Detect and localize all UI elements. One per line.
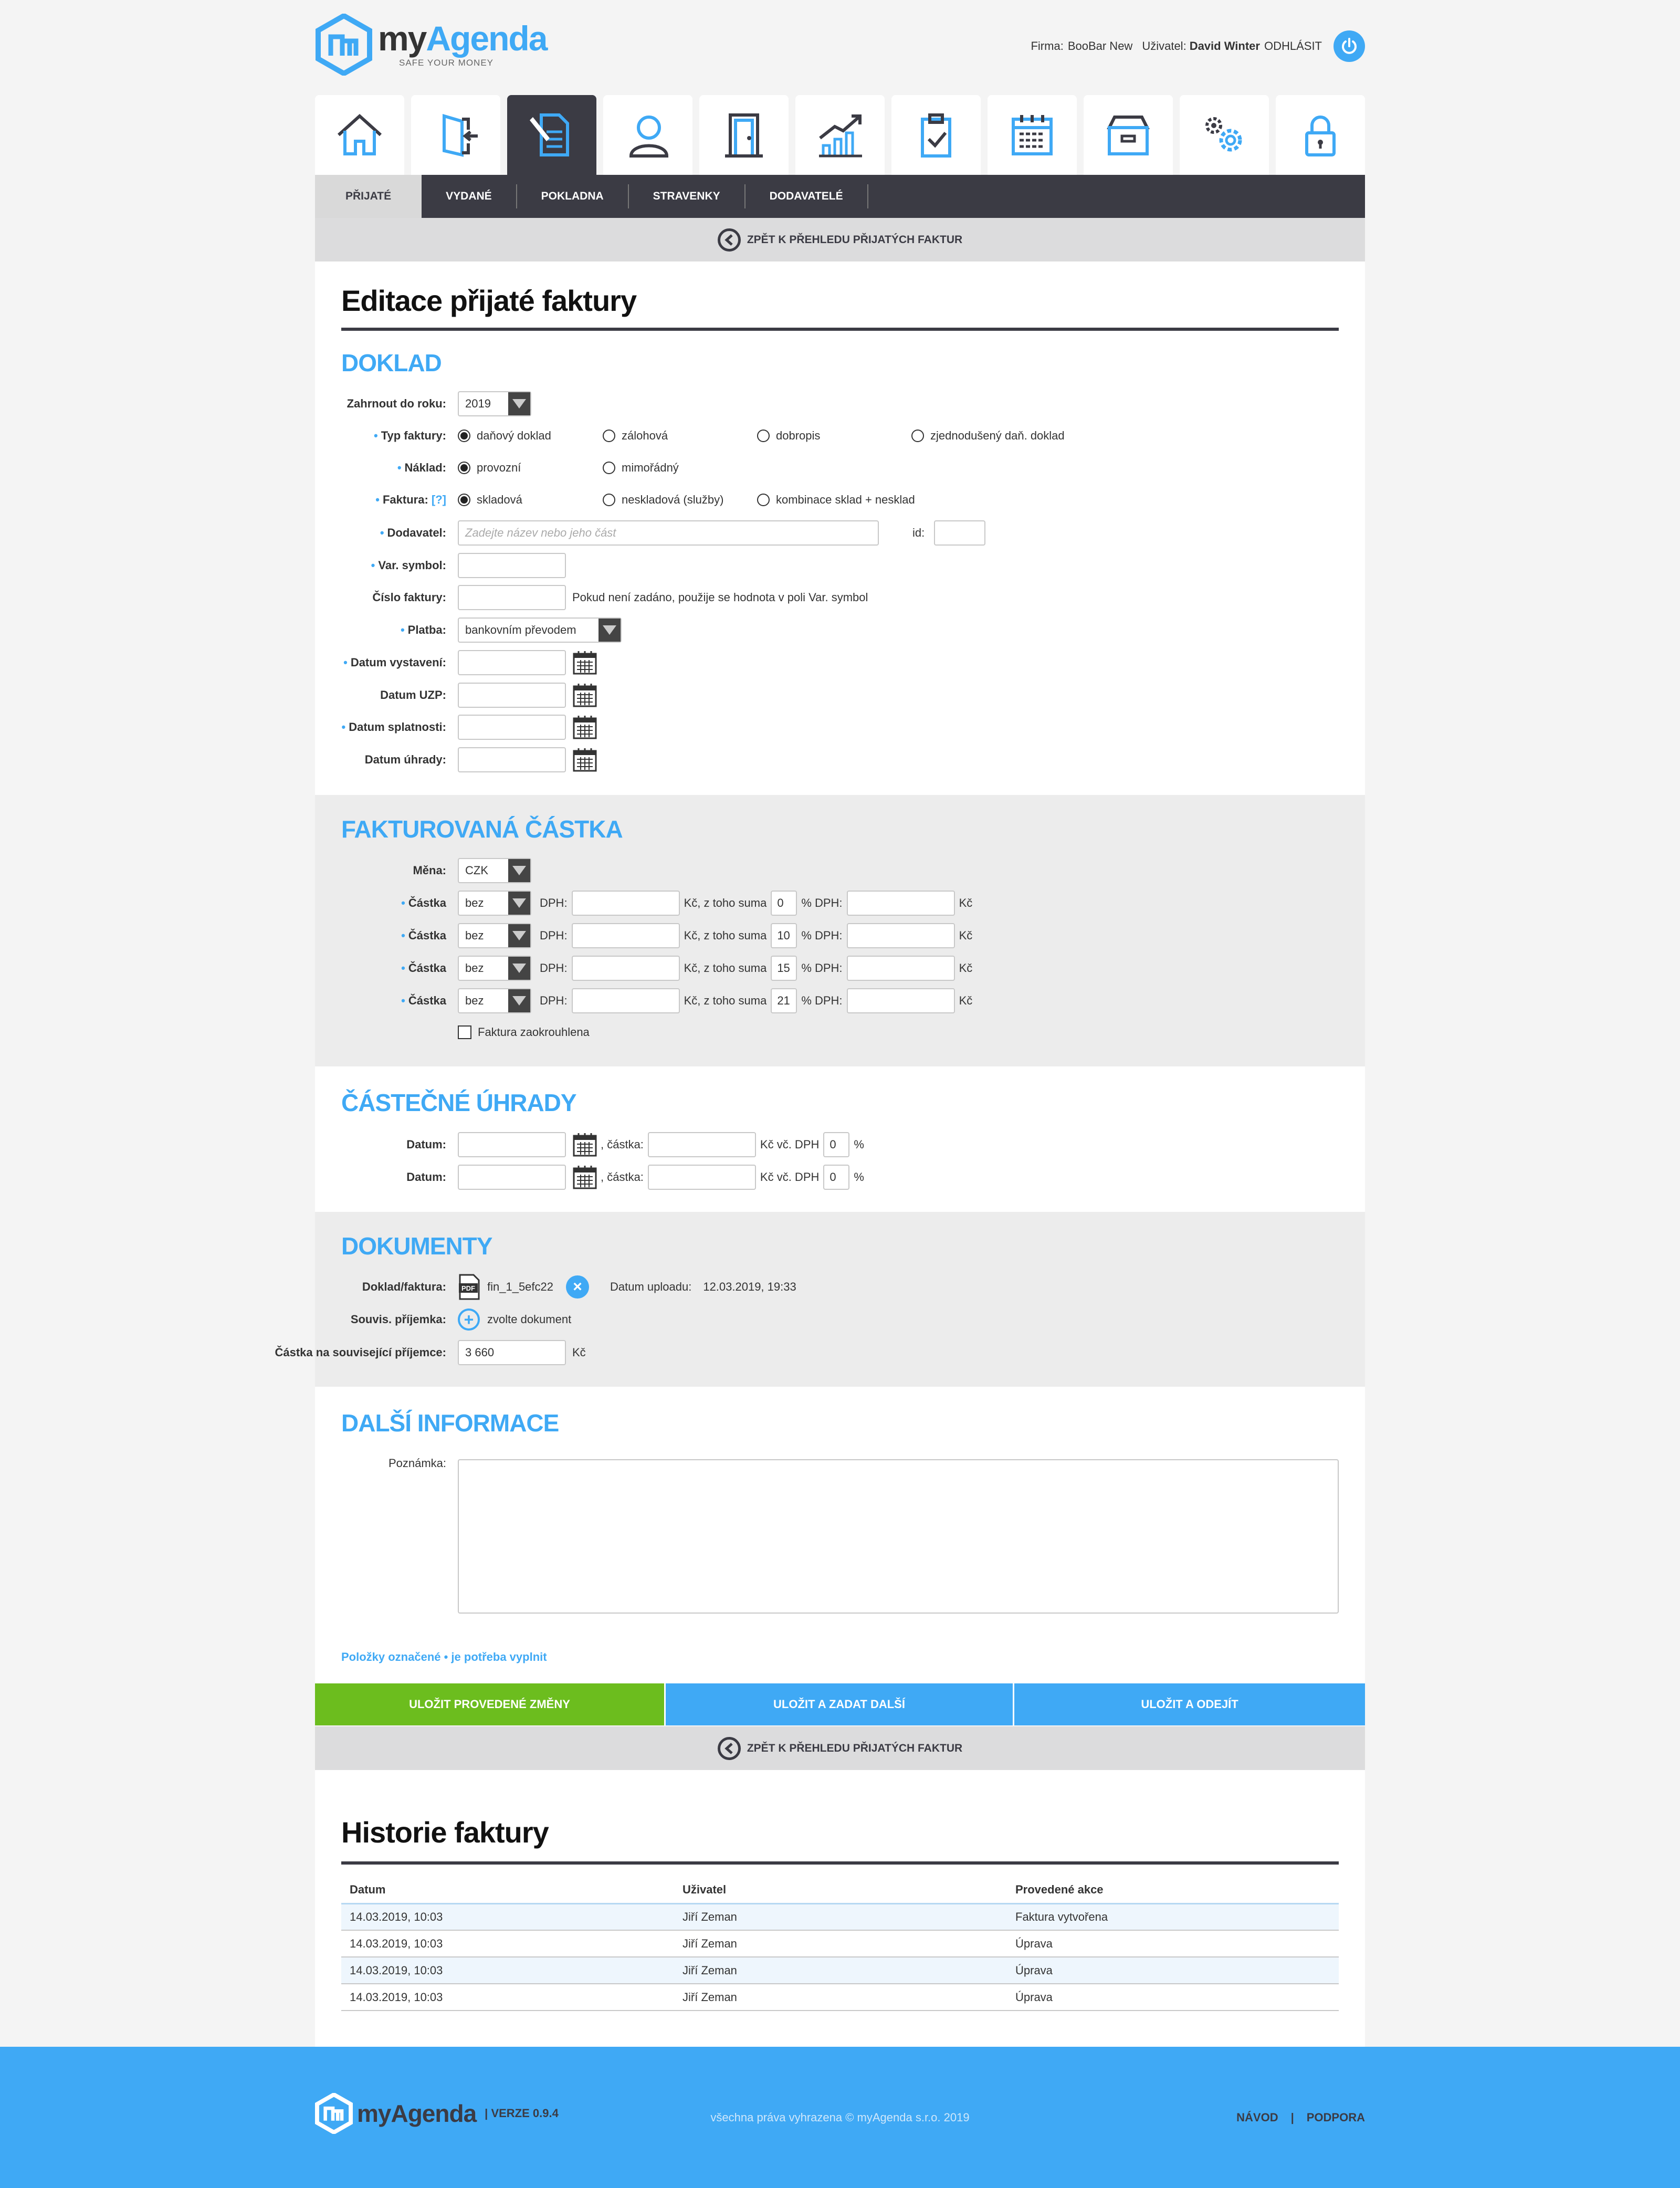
choose-document-link[interactable]: zvolte dokument <box>487 1313 572 1326</box>
doklad-panel <box>315 261 1365 795</box>
pct-label: % DPH: <box>801 929 843 942</box>
tab-prijate[interactable]: PŘIJATÉ <box>315 175 422 218</box>
castecna-kc-label: Kč vč. DPH <box>760 1170 820 1184</box>
radio-label: dobropis <box>776 429 821 442</box>
row-naklad <box>315 455 1365 481</box>
user-name: David Winter <box>1189 39 1260 53</box>
dph-amount-input[interactable] <box>847 988 955 1013</box>
row-splatnost <box>315 714 1365 740</box>
radio-dobropis[interactable] <box>757 429 820 443</box>
dph-mode-value: bez <box>465 896 484 909</box>
radio-dot <box>458 494 470 506</box>
castka-input[interactable] <box>572 891 680 916</box>
footer-links <box>1224 2111 1365 2124</box>
podpora-link[interactable]: PODPORA <box>1306 2111 1365 2124</box>
id-input[interactable] <box>934 520 985 546</box>
calendar-icon[interactable] <box>572 1164 597 1190</box>
nav-calendar[interactable] <box>988 95 1077 175</box>
dph-label: DPH: <box>540 896 568 909</box>
castka-label: • Částka <box>401 896 446 909</box>
door-icon <box>718 109 770 161</box>
radio-dot <box>757 494 770 506</box>
pct-sign: % <box>854 1138 864 1151</box>
dph-label: DPH: <box>540 961 568 975</box>
naklad-label: • Náklad: <box>397 461 446 474</box>
dph-mode-select[interactable] <box>458 988 531 1013</box>
dph-rate: 0 <box>771 891 797 916</box>
dph-rate: 15 <box>771 956 797 981</box>
doklad-heading: DOKLAD <box>341 349 442 376</box>
col-akce: Provedené akce <box>1007 1877 1339 1903</box>
table-cell: Jiří Zeman <box>674 1930 1007 1957</box>
logo-text-my: my <box>378 19 426 58</box>
home-icon <box>333 109 386 161</box>
firma-name: BooBar New <box>1067 39 1133 53</box>
save-button[interactable]: ULOŽIT PROVEDENÉ ZMĚNY <box>315 1683 666 1725</box>
page-title: Editace přijaté faktury <box>341 284 637 317</box>
radio-label: mimořádný <box>622 461 679 474</box>
main-icon-nav <box>315 95 1365 175</box>
footer-copyright: všechna práva vyhrazena © myAgenda s.r.o. 2019 <box>710 2111 970 2124</box>
tab-pokladna[interactable]: POKLADNA <box>517 184 629 208</box>
power-icon[interactable] <box>1334 30 1365 62</box>
row-rounded <box>315 1019 1365 1045</box>
logo-icon <box>315 14 373 76</box>
rok-value: 2019 <box>465 397 491 410</box>
nav-doors[interactable] <box>699 95 789 175</box>
datum-vystaveni-input[interactable] <box>458 650 566 675</box>
tab-stravenky[interactable]: STRAVENKY <box>629 184 746 208</box>
radio-dot <box>458 430 470 442</box>
dalsi-panel <box>315 1387 1365 1683</box>
tab-vydane[interactable]: VYDANÉ <box>422 184 517 208</box>
castka-input[interactable] <box>572 988 680 1013</box>
datum-label: Datum: <box>406 1138 446 1151</box>
table-cell: Jiří Zeman <box>674 1903 1007 1930</box>
datum-uhrady-input[interactable] <box>458 747 566 772</box>
dokumenty-panel <box>275 1212 1365 1387</box>
row-castecna-uhrada <box>315 1164 1365 1190</box>
chevron-down-icon <box>508 859 530 882</box>
castecna-dph-input[interactable]: 0 <box>823 1132 849 1157</box>
table-cell: 14.03.2019, 10:03 <box>341 1957 674 1984</box>
table-cell: Faktura vytvořena <box>1007 1903 1339 1930</box>
door-exit-icon <box>429 109 482 161</box>
calendar-icon[interactable] <box>572 1132 597 1158</box>
row-castka <box>315 955 1365 981</box>
action-buttons <box>315 1683 1365 1725</box>
logout-link[interactable]: ODHLÁSIT <box>1264 39 1322 53</box>
radio-dot <box>757 430 770 442</box>
dph-amount-input[interactable] <box>847 923 955 948</box>
radio-neskladova[interactable] <box>603 493 723 507</box>
castka-input[interactable] <box>572 956 680 981</box>
pct-sign: % <box>854 1170 864 1184</box>
tab-dodavatele[interactable]: DODAVATELÉ <box>746 184 868 208</box>
dph-mode-value: bez <box>465 961 484 975</box>
poznamka-textarea[interactable] <box>458 1459 1339 1614</box>
chevron-down-icon <box>508 989 530 1012</box>
faktura-label: • Faktura: [?] <box>375 493 446 506</box>
nav-archive[interactable] <box>1084 95 1173 175</box>
castecna-kc-label: Kč vč. DPH <box>760 1138 820 1151</box>
chevron-down-icon <box>508 892 530 915</box>
svg-text:PDF: PDF <box>461 1284 475 1292</box>
mena-select[interactable] <box>458 858 531 883</box>
table-row <box>341 1984 1339 2011</box>
rok-select[interactable] <box>458 391 531 416</box>
platba-select[interactable] <box>458 617 622 643</box>
table-cell: Jiří Zeman <box>674 1984 1007 2011</box>
cislo-faktury-input[interactable] <box>458 585 566 610</box>
kc-end: Kč <box>959 994 973 1007</box>
castecna-datum-input[interactable] <box>458 1165 566 1190</box>
table-row <box>341 1930 1339 1957</box>
mena-value: CZK <box>465 864 488 877</box>
radio-danovy[interactable] <box>458 429 551 443</box>
dokumenty-heading: DOKUMENTY <box>341 1232 492 1260</box>
sub-nav <box>315 175 1365 218</box>
row-castka <box>315 988 1365 1014</box>
kc-end: Kč <box>959 929 973 942</box>
row-vystaveni <box>315 650 1365 676</box>
castka-label: • Částka <box>401 929 446 942</box>
id-label: id: <box>912 526 925 539</box>
castecna-castka-label: , částka: <box>601 1170 644 1184</box>
footer-logo-text: myAgenda <box>357 2100 477 2127</box>
history-table <box>341 1877 1339 2011</box>
nav-contacts[interactable] <box>603 95 692 175</box>
top-bar <box>315 0 1365 89</box>
required-note: Položky označené • je potřeba vyplnit <box>341 1650 547 1663</box>
datum-label: Datum: <box>406 1170 446 1184</box>
row-castka <box>315 890 1365 916</box>
table-cell: 14.03.2019, 10:03 <box>341 1984 674 2011</box>
dph-amount-input[interactable] <box>847 956 955 981</box>
chevron-down-icon <box>598 619 621 642</box>
kc-label: Kč, z toho suma <box>684 961 767 975</box>
rounded-checkbox[interactable] <box>458 1025 471 1039</box>
typ-label: • Typ faktury: <box>374 429 446 442</box>
rounded-label: Faktura zaokrouhlena <box>478 1025 590 1039</box>
archive-box-icon <box>1102 109 1154 161</box>
radio-label: zálohová <box>622 429 668 442</box>
kc-end: Kč <box>959 961 973 975</box>
table-cell: Úprava <box>1007 1957 1339 1984</box>
firma-label: Firma: <box>1031 39 1064 53</box>
castka-input[interactable] <box>572 923 680 948</box>
chevron-down-icon <box>508 957 530 980</box>
radio-zjednoduseny[interactable] <box>911 429 1065 443</box>
back-link-top[interactable] <box>315 218 1365 261</box>
row-prijemka <box>315 1306 1365 1333</box>
history-panel <box>315 1770 1365 2047</box>
prijemka-label: Souvis. příjemka: <box>350 1313 446 1326</box>
nav-received[interactable] <box>507 95 596 175</box>
castecne-heading: ČÁSTEČNÉ ÚHRADY <box>341 1089 576 1116</box>
nav-settings[interactable] <box>1180 95 1269 175</box>
pdf-file-icon <box>458 1274 481 1300</box>
radio-mimoradny[interactable] <box>603 461 679 475</box>
castecne-panel <box>315 1066 1365 1212</box>
splatnost-label: • Datum splatnosti: <box>341 720 446 734</box>
calendar-icon[interactable] <box>572 747 597 773</box>
clipboard-check-icon <box>910 109 962 161</box>
rok-label: Zahrnout do roku: <box>346 397 446 410</box>
history-title: Historie faktury <box>341 1816 549 1849</box>
radio-provozni[interactable] <box>458 461 521 475</box>
help-link[interactable]: [?] <box>431 493 446 506</box>
radio-label: neskladová (služby) <box>622 493 724 506</box>
nav-tasks[interactable] <box>891 95 981 175</box>
table-cell: Úprava <box>1007 1930 1339 1957</box>
chart-growth-icon <box>814 109 866 161</box>
castka-prijemka-input[interactable]: 3 660 <box>458 1340 566 1365</box>
radio-label: zjednodušený daň. doklad <box>930 429 1065 442</box>
mena-label: Měna: <box>413 864 446 877</box>
dph-mode-value: bez <box>465 994 484 1007</box>
invoice-edit-icon <box>526 109 578 161</box>
dodavatel-input[interactable]: Zadejte název nebo jeho část <box>458 520 879 546</box>
cislo-label: Číslo faktury: <box>372 591 446 604</box>
row-var <box>315 552 1365 579</box>
castecna-datum-input[interactable] <box>458 1132 566 1157</box>
history-rule <box>341 1861 1339 1865</box>
row-rok <box>315 391 1365 417</box>
row-dodavatel <box>315 520 1365 546</box>
kc-label: Kč, z toho suma <box>684 929 767 942</box>
radio-kombinace[interactable] <box>757 493 915 507</box>
chevron-down-icon <box>508 392 530 415</box>
calendar-icon[interactable] <box>572 650 597 676</box>
kc-label: Kč, z toho suma <box>684 994 767 1007</box>
datum-uzp-input[interactable] <box>458 683 566 708</box>
add-document-icon[interactable]: + <box>458 1308 480 1331</box>
row-doklad-file <box>315 1274 1365 1300</box>
var-label: • Var. symbol: <box>371 559 446 572</box>
castka-heading: FAKTUROVANÁ ČÁSTKA <box>341 815 623 843</box>
castka-unit: Kč <box>572 1346 586 1359</box>
back-link-bottom[interactable] <box>315 1726 1365 1770</box>
row-typ <box>315 423 1365 449</box>
var-symbol-input[interactable] <box>458 553 566 578</box>
castka-label: • Částka <box>401 994 446 1007</box>
gears-icon <box>1198 109 1251 161</box>
dalsi-heading: DALŠÍ INFORMACE <box>341 1409 559 1437</box>
chevron-left-icon <box>718 1737 741 1760</box>
nav-issued[interactable] <box>411 95 500 175</box>
castecna-castka-input[interactable] <box>648 1132 756 1157</box>
footer-separator: | <box>1290 2111 1294 2124</box>
footer <box>0 2047 1680 2188</box>
row-platba <box>315 617 1365 643</box>
dph-rate: 10 <box>771 923 797 948</box>
radio-label: provozní <box>477 461 521 474</box>
back-link-label: ZPĚT K PŘEHLEDU PŘIJATÝCH FAKTUR <box>747 233 963 246</box>
footer-version: | VERZE 0.9.4 <box>485 2107 559 2120</box>
platba-label: • Platba: <box>400 623 446 636</box>
table-cell: Jiří Zeman <box>674 1957 1007 1984</box>
row-faktura <box>315 487 1365 513</box>
calendar-icon <box>1006 109 1058 161</box>
user-label: Uživatel: <box>1142 39 1186 53</box>
dph-mode-select[interactable] <box>458 923 531 948</box>
save-exit-button[interactable]: ULOŽIT A ODEJÍT <box>1014 1683 1365 1725</box>
castka-panel <box>315 795 1365 1066</box>
title-rule <box>341 328 1339 331</box>
upload-date: 12.03.2019, 19:33 <box>703 1280 796 1293</box>
remove-file-icon[interactable]: × <box>566 1275 589 1299</box>
kc-label: Kč, z toho suma <box>684 896 767 909</box>
poznamka-label: Poznámka: <box>388 1457 446 1470</box>
castecna-dph-input[interactable]: 0 <box>823 1165 849 1190</box>
table-row <box>341 1903 1339 1930</box>
row-uzp <box>315 682 1365 708</box>
castecna-castka-input[interactable] <box>648 1165 756 1190</box>
upload-label: Datum uploadu: <box>610 1280 692 1293</box>
chevron-down-icon <box>508 924 530 947</box>
file-name[interactable]: fin_1_5efc22 <box>487 1280 553 1293</box>
dph-mode-value: bez <box>465 929 484 942</box>
radio-label: skladová <box>477 493 522 506</box>
nav-statistics[interactable] <box>795 95 885 175</box>
pct-label: % DPH: <box>801 896 843 909</box>
calendar-icon[interactable] <box>572 714 597 740</box>
castka-prijemka-label: Částka na související příjemce: <box>275 1346 446 1359</box>
save-next-button[interactable]: ULOŽIT A ZADAT DALŠÍ <box>666 1683 1014 1725</box>
dph-label: DPH: <box>540 994 568 1007</box>
dodavatel-label: • Dodavatel: <box>380 526 446 539</box>
logo-text-agenda: Agenda <box>426 19 547 58</box>
back-link-label: ZPĚT K PŘEHLEDU PŘIJATÝCH FAKTUR <box>747 1742 963 1754</box>
row-castka <box>315 923 1365 949</box>
platba-value: bankovním převodem <box>465 623 576 636</box>
col-uzivatel: Uživatel <box>674 1877 1007 1903</box>
app-logo[interactable] <box>315 14 547 76</box>
table-cell: 14.03.2019, 10:03 <box>341 1903 674 1930</box>
radio-dot <box>603 462 615 474</box>
row-castka-prijemka <box>275 1339 1365 1366</box>
col-datum: Datum <box>341 1877 674 1903</box>
pct-label: % DPH: <box>801 961 843 975</box>
table-row <box>341 1957 1339 1984</box>
row-mena <box>315 857 1365 884</box>
calendar-icon[interactable] <box>572 682 597 708</box>
dph-label: DPH: <box>540 929 568 942</box>
radio-dot <box>603 430 615 442</box>
radio-label: kombinace sklad + nesklad <box>776 493 915 506</box>
dph-mode-select[interactable] <box>458 891 531 916</box>
datum-splatnosti-input[interactable] <box>458 715 566 740</box>
chevron-left-icon <box>718 228 741 252</box>
row-castecna-uhrada <box>315 1132 1365 1158</box>
user-bar <box>1026 30 1365 62</box>
nav-security[interactable] <box>1276 95 1365 175</box>
dph-rate: 21 <box>771 988 797 1013</box>
logo-tagline: SAFE YOUR MONEY <box>399 58 494 68</box>
castka-label: • Částka <box>401 961 446 975</box>
radio-dot <box>603 494 615 506</box>
doklad-file-label: Doklad/faktura: <box>362 1280 446 1293</box>
row-cislo <box>315 584 1365 611</box>
row-uhrada <box>315 747 1365 773</box>
lock-icon <box>1294 109 1347 161</box>
pct-label: % DPH: <box>801 994 843 1007</box>
kc-end: Kč <box>959 896 973 909</box>
table-cell: Úprava <box>1007 1984 1339 2011</box>
dph-mode-select[interactable] <box>458 956 531 981</box>
user-icon <box>622 109 674 161</box>
radio-label: daňový doklad <box>477 429 551 442</box>
radio-dot <box>911 430 924 442</box>
navod-link[interactable]: NÁVOD <box>1236 2111 1278 2124</box>
dph-amount-input[interactable] <box>847 891 955 916</box>
nav-home[interactable] <box>315 95 404 175</box>
uzp-label: Datum UZP: <box>380 688 446 702</box>
castecna-castka-label: , částka: <box>601 1138 644 1151</box>
radio-dot <box>458 462 470 474</box>
cislo-note: Pokud není zadáno, použije se hodnota v poli Var. symbol <box>572 591 868 604</box>
table-cell: 14.03.2019, 10:03 <box>341 1930 674 1957</box>
radio-skladova[interactable] <box>458 493 522 507</box>
vystaveni-label: • Datum vystavení: <box>343 656 446 669</box>
uhrada-label: Datum úhrady: <box>364 753 446 766</box>
radio-zalohova[interactable] <box>603 429 668 443</box>
